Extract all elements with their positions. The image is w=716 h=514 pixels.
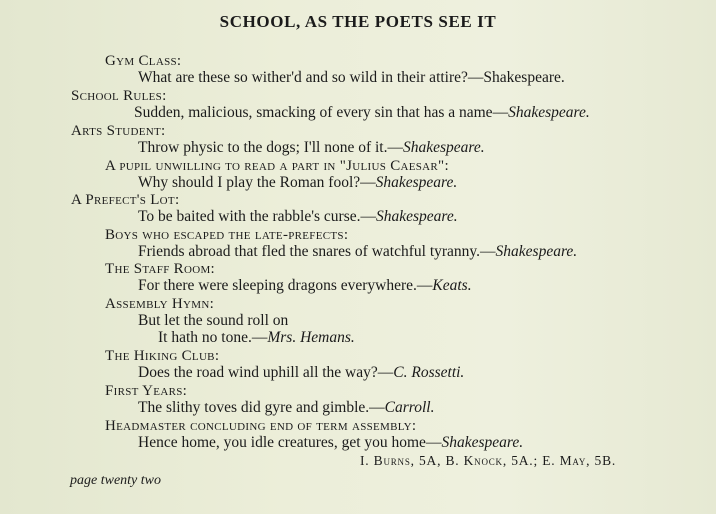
heading-hiking-club: The Hiking Club: — [105, 348, 220, 364]
quote-author: Shakespeare. — [402, 139, 485, 156]
heading-staff-room: The Staff Room: — [105, 261, 216, 277]
quote-author: Carroll. — [384, 399, 435, 416]
quote-text: Hence home, you idle creatures, get you home— — [138, 434, 442, 451]
quote-assembly-hymn-line1 — [138, 312, 288, 330]
quote-text: Does the road wind uphill all the way?— — [138, 364, 394, 381]
quote-escaped-boys — [138, 243, 577, 261]
quote-author: Shakespeare. — [508, 104, 590, 121]
heading-gym-class: Gym Class: — [105, 53, 182, 69]
heading-escaped-boys: Boys who escaped the late-prefects: — [105, 227, 349, 243]
heading-arts-student: Arts Student: — [71, 123, 166, 139]
quote-text: What are these so wither'd and so wild in their attire?—Shakespeare. — [138, 69, 565, 86]
heading-unwilling-pupil: A pupil unwilling to read a part in "Julius Caesar": — [105, 158, 449, 174]
quote-author: Shakespeare. — [376, 208, 458, 225]
quote-headmaster — [138, 434, 523, 452]
page-title: SCHOOL, AS THE POETS SEE IT — [219, 12, 497, 31]
quote-text: It hath no tone.— — [158, 329, 268, 346]
author-credit: I. Burns, 5A, B. Knock, 5A.; E. May, 5B. — [360, 453, 617, 468]
quote-author: Keats. — [432, 277, 472, 294]
quote-author: Shakespeare. — [495, 243, 578, 260]
quote-prefects-lot — [138, 208, 458, 226]
quote-text: For there were sleeping dragons everywhere.— — [138, 277, 433, 294]
quote-text: Why should I play the Roman fool?— — [138, 174, 376, 191]
quote-text: But let the sound roll on — [138, 312, 289, 329]
quote-author: C. Rossetti. — [393, 364, 465, 381]
quote-assembly-hymn-line2 — [158, 329, 355, 347]
quote-text: Sudden, malicious, smacking of every sin that has a name— — [134, 104, 509, 121]
quote-author: Mrs. Hemans. — [267, 329, 355, 346]
quote-school-rules — [134, 104, 590, 122]
quote-text: To be baited with the rabble's curse.— — [138, 208, 377, 225]
page-number: page twenty two — [70, 473, 161, 488]
heading-first-years: First Years: — [105, 383, 188, 399]
quote-text: The slithy toves did gyre and gimble.— — [138, 399, 385, 416]
quote-staff-room — [138, 277, 472, 295]
quote-unwilling-pupil — [138, 174, 457, 192]
quote-arts-student — [138, 139, 485, 157]
quote-gym-class — [138, 69, 565, 87]
heading-headmaster: Headmaster concluding end of term assembly: — [105, 418, 417, 434]
quote-author: Shakespeare. — [375, 174, 458, 191]
heading-assembly-hymn: Assembly Hymn: — [105, 296, 215, 312]
heading-prefects-lot: A Prefect's Lot: — [71, 192, 180, 208]
heading-school-rules: School Rules: — [71, 88, 167, 104]
quote-text: Throw physic to the dogs; I'll none of it.— — [138, 139, 403, 156]
quote-text: Friends abroad that fled the snares of watchful tyranny.— — [138, 243, 496, 260]
quote-first-years — [138, 399, 435, 417]
quote-author: Shakespeare. — [441, 434, 524, 451]
quote-hiking-club — [138, 364, 464, 382]
